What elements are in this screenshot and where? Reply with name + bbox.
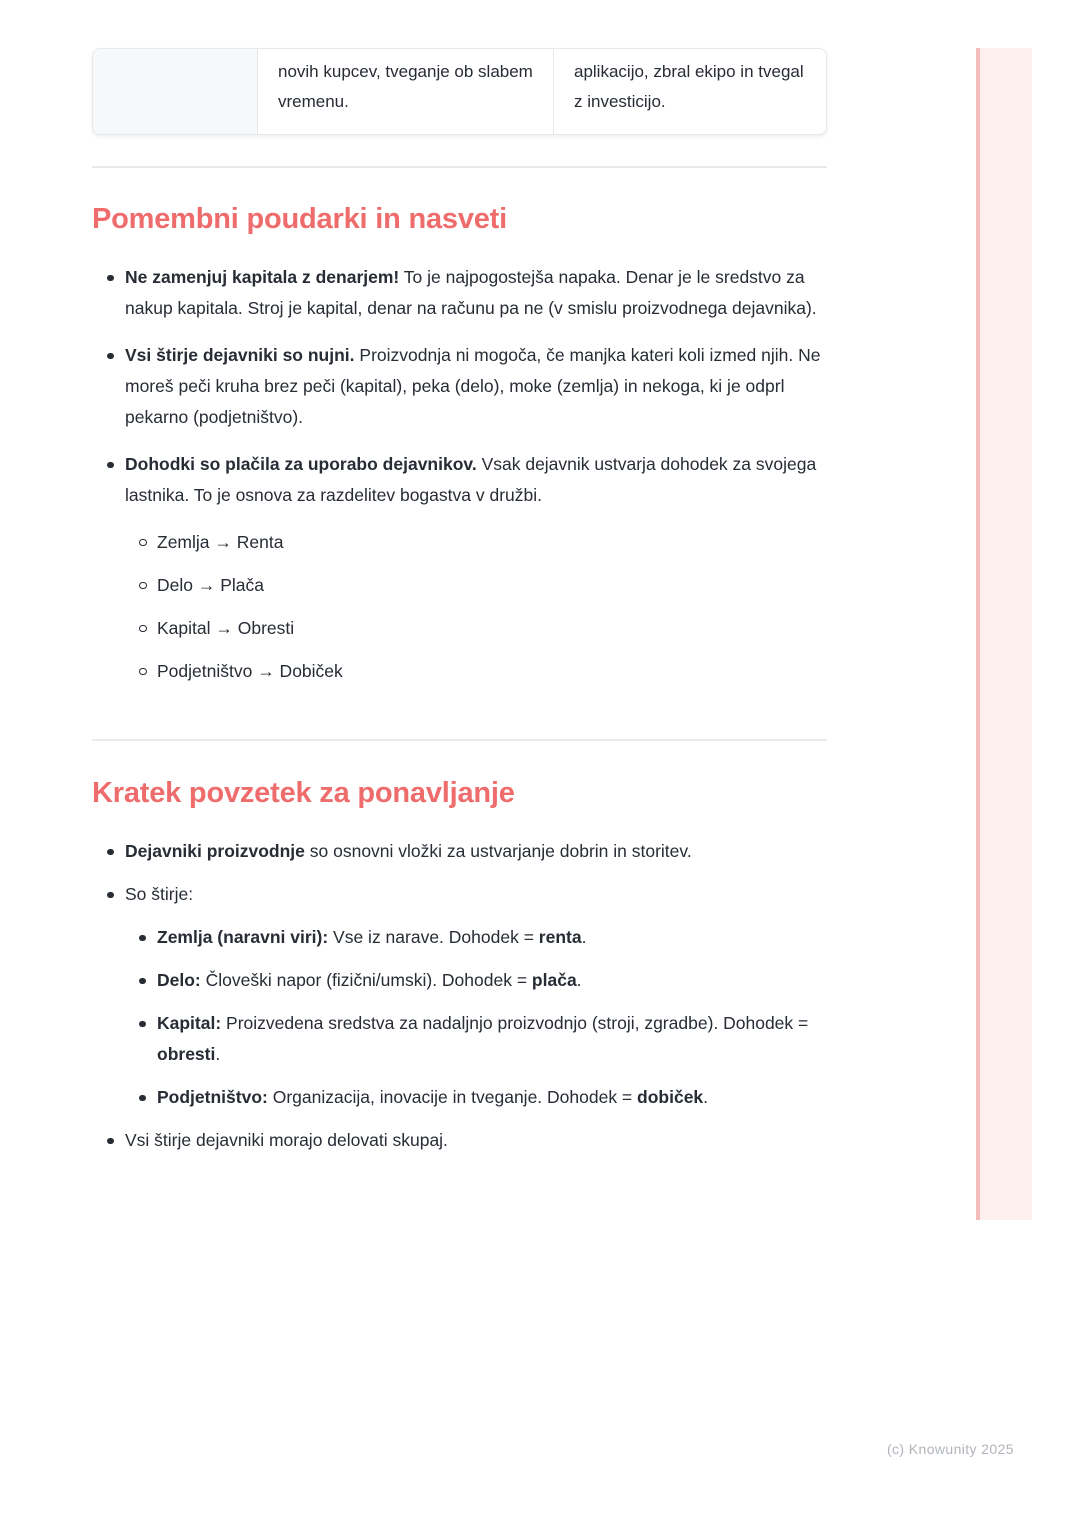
list-item-text: Vsi štirje dejavniki so nujni. Proizvodnja ni mogoča, če manjka kateri koli izmed njih. Ne moreš peči kruha brez peči (kapital), peka (delo), moke (zemlja) in nekoga, ki je odprl pekarno (podjetništvo). [125,345,821,427]
bullet-list-summary [92,836,829,1156]
table-cell-middle: novih kupcev, tveganje ob slabem vremenu. [258,49,554,134]
list-item-text: Zemlja → Renta [157,532,284,552]
bullet-marker-icon [139,1082,157,1113]
bullet-marker-icon [107,879,125,910]
list-item [92,449,829,511]
bullet-marker-icon [107,1125,125,1156]
list-item-text: Vsi štirje dejavniki morajo delovati skupaj. [125,1130,448,1150]
list-item-text: Delo: Človeški napor (fizični/umski). Dohodek = plača. [157,970,582,990]
bullet-marker-icon [107,449,125,511]
bullet-marker-icon [139,922,157,953]
list-item-text: Ne zamenjuj kapitala z denarjem! To je najpogostejša napaka. Denar je le sredstvo za nakup kapitala. Stroj je kapital, denar na računu pa ne (v smislu proizvodnega dejavnika). [125,267,817,318]
copyright-notice: (c) Knowunity 2025 [886,1441,1014,1457]
bullet-marker-icon [107,340,125,433]
list-item-text: Podjetništvo → Dobiček [157,661,343,681]
list-item [92,922,829,953]
bullet-marker-icon [139,965,157,996]
bullet-marker-icon [139,656,157,687]
bullet-list-highlights [92,262,829,687]
bullet-marker-icon [139,613,157,644]
list-item [92,965,829,996]
list-item-text: Zemlja (naravni viri): Vse iz narave. Dohodek = renta. [157,927,587,947]
list-item-text: Kapital → Obresti [157,618,295,638]
horizontal-divider [92,739,827,741]
list-item-text: Kapital: Proizvedena sredstva za nadaljnjo proizvodnjo (stroji, zgradbe). Dohodek = obresti. [157,1013,809,1064]
list-item [92,262,829,324]
table-cell-right: aplikacijo, zbral ekipo in tvegal z investicijo. [574,62,804,111]
table-continuation-fragment [92,48,827,135]
list-item-text: Dohodki so plačila za uporabo dejavnikov. Vsak dejavnik ustvarja dohodek za svojega lastnika. To je osnova za razdelitev bogastva v družbi. [125,454,817,505]
page-accent-bar [976,48,1032,1220]
list-item [92,1125,829,1156]
list-item [92,1082,829,1113]
list-item-text: Dejavniki proizvodnje so osnovni vložki za ustvarjanje dobrin in storitev. [125,841,692,861]
list-item [92,656,829,687]
list-item [92,836,829,867]
bullet-marker-icon [107,836,125,867]
list-item [92,879,829,910]
list-item [92,340,829,433]
list-item-text: Delo → Plača [157,575,264,595]
horizontal-divider [92,166,827,168]
list-item [92,1008,829,1070]
table-cell-label [93,49,258,134]
section-summary [92,776,829,1168]
list-item-text: So štirje: [125,884,194,904]
section-title-summary: Kratek povzetek za ponavljanje [92,777,515,809]
list-item [92,613,829,644]
bullet-marker-icon [139,570,157,601]
list-item-text: Podjetništvo: Organizacija, inovacije in tveganje. Dohodek = dobiček. [157,1087,709,1107]
bullet-marker-icon [139,527,157,558]
bullet-marker-icon [139,1008,157,1070]
list-item [92,570,829,601]
list-item [92,527,829,558]
section-title-highlights: Pomembni poudarki in nasveti [92,203,507,235]
bullet-marker-icon [107,262,125,324]
section-highlights [92,202,829,699]
